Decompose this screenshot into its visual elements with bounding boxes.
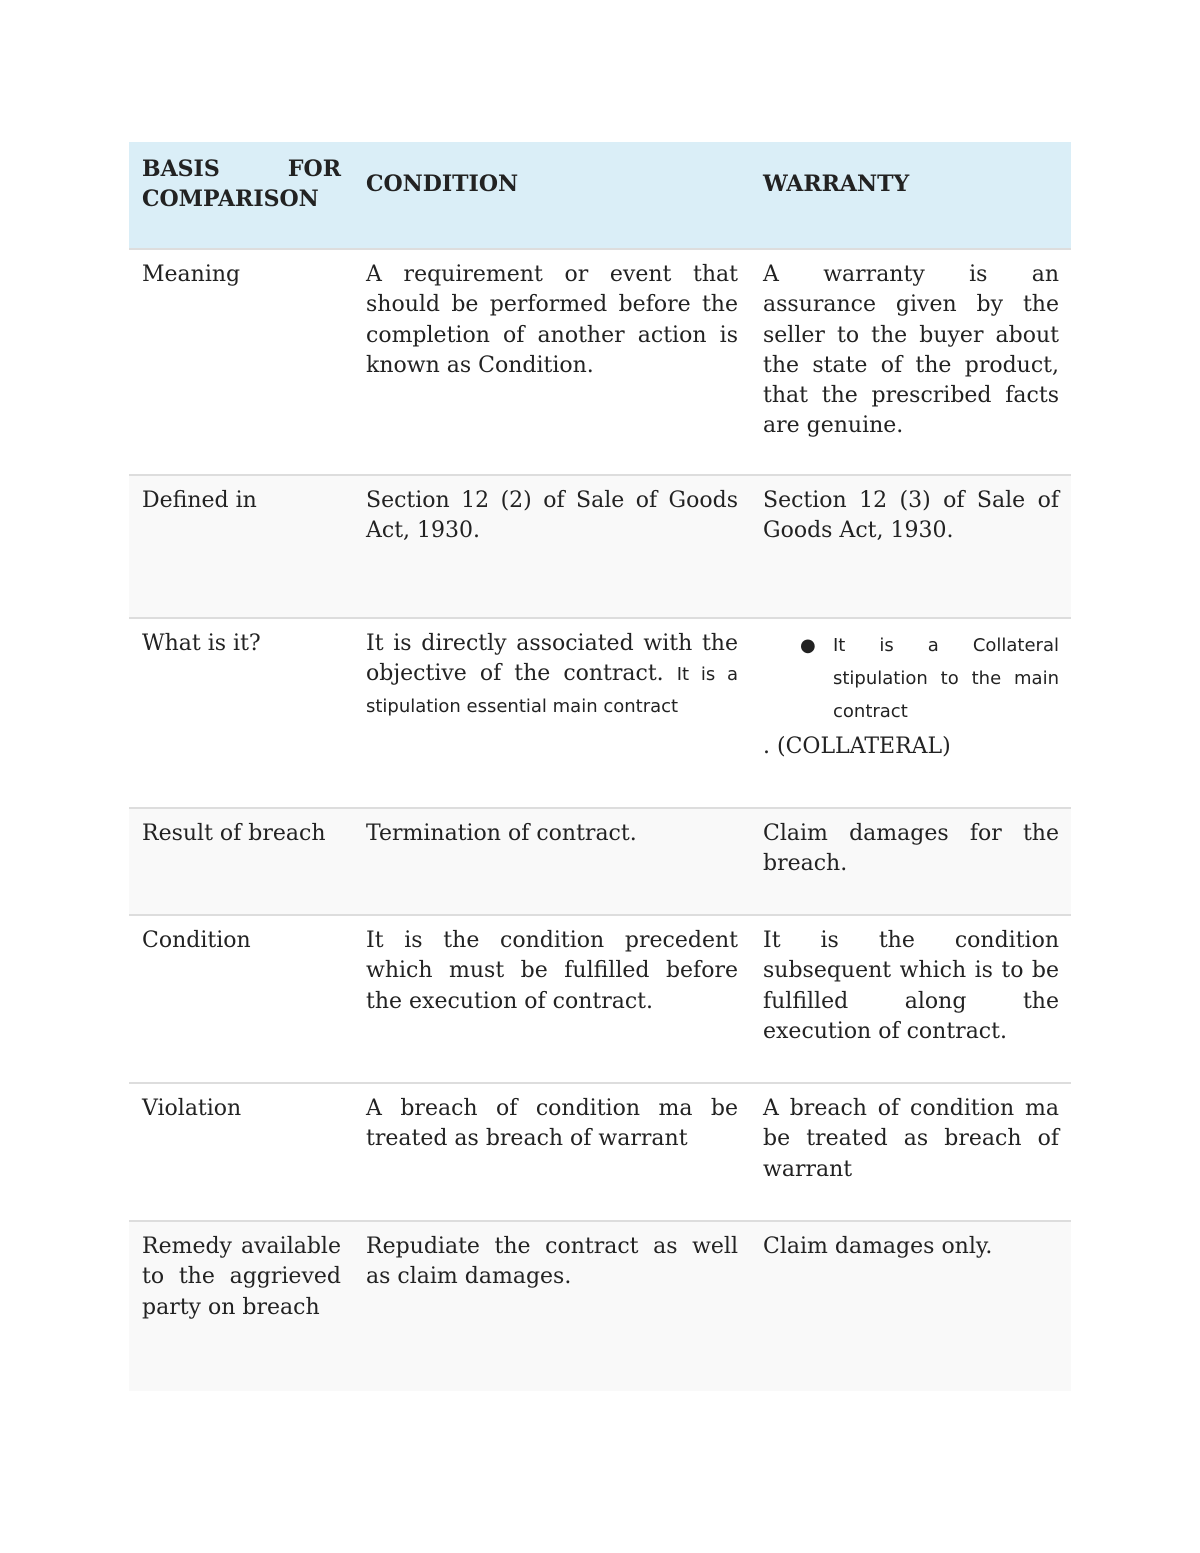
comparison-table — [129, 142, 1071, 1391]
cell-condition: Section 12 (2) of Sale of Goods Act, 1930. — [366, 488, 738, 544]
header-row — [129, 142, 1071, 249]
cell-condition: It is the condition precedent which must be fulfilled before the execution of contract. — [366, 928, 738, 1014]
cell-condition: A breach of condition ma be treated as breach of warrant — [366, 1096, 738, 1152]
cell-basis: Defined in — [142, 488, 257, 513]
cell-condition: A requirement or event that should be performed before the completion of another action is known as Condition. — [366, 262, 738, 378]
warranty-bullet-text: It is a Collateral stipulation to the main contract — [833, 635, 1059, 722]
cell-warranty: Section 12 (3) of Sale of Goods Act, 1930. — [763, 488, 1059, 544]
header-condition: CONDITION — [366, 171, 519, 197]
cell-warranty — [750, 618, 1071, 808]
cell-basis: Result of breach — [142, 821, 326, 846]
cell-basis: Condition — [142, 928, 251, 953]
table-row-meaning — [129, 249, 1071, 475]
table-row-violation — [129, 1083, 1071, 1221]
bullet-icon: ● — [800, 635, 816, 656]
table-row-what-is-it — [129, 618, 1071, 808]
cell-condition: Termination of contract. — [366, 821, 637, 846]
warranty-bullet-list — [763, 629, 1059, 728]
cell-basis: Violation — [142, 1096, 242, 1121]
list-item — [800, 629, 1059, 728]
table-row-defined-in — [129, 475, 1071, 618]
cell-basis: What is it? — [142, 631, 261, 656]
cell-basis: Remedy available to the aggrieved party on breach — [142, 1234, 341, 1320]
cell-warranty: Claim damages for the breach. — [763, 821, 1059, 877]
cell-warranty: A breach of condition ma be treated as breach of warrant — [763, 1096, 1059, 1182]
table-row-condition — [129, 915, 1071, 1083]
header-basis-line1: BASIS FOR — [142, 156, 341, 182]
table-row-remedy — [129, 1221, 1071, 1391]
cell-warranty: Claim damages only. — [763, 1234, 993, 1259]
cell-warranty: A warranty is an assurance given by the seller to the buyer about the state of the product, that the prescribed facts are genuine. — [763, 262, 1059, 439]
cell-warranty: It is the condition subsequent which is to be fulfilled along the execution of contract. — [763, 928, 1059, 1044]
warranty-suffix-text: . (COLLATERAL) — [763, 734, 951, 759]
header-basis — [129, 142, 353, 249]
header-basis-line2: COMPARISON — [142, 186, 319, 213]
header-warranty: WARRANTY — [763, 171, 910, 197]
cell-condition: Repudiate the contract as well as claim damages. — [366, 1234, 738, 1290]
condition-extra-text: It is a stipulation essential main contract — [366, 664, 739, 717]
table-row-result-of-breach — [129, 808, 1071, 915]
cell-basis: Meaning — [142, 262, 241, 287]
cell-condition — [353, 618, 750, 808]
condition-text: It is directly associated with the objective of the contract. — [366, 631, 738, 687]
